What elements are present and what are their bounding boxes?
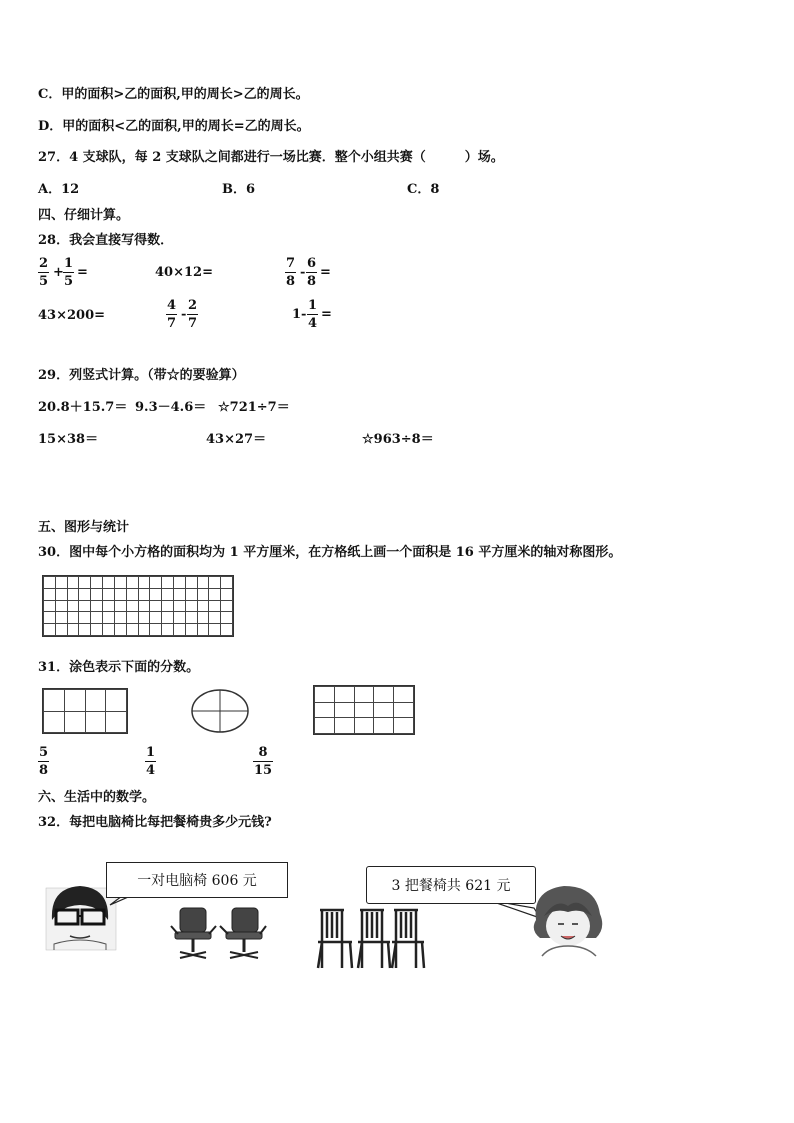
dining-chair-3 xyxy=(392,910,424,968)
grid-cell[interactable] xyxy=(221,600,233,612)
q29-expr-2: 9.3－4.6＝ xyxy=(135,400,207,415)
grid-cell[interactable] xyxy=(185,588,197,600)
grid-cell[interactable] xyxy=(197,612,209,624)
fraction: 4 7 xyxy=(167,298,177,331)
section-5-title: 五、图形与统计 xyxy=(38,520,130,535)
rectangle-8-parts[interactable] xyxy=(42,688,128,734)
q27-option-b: B．6 xyxy=(222,182,256,197)
computer-chair-1 xyxy=(171,908,216,958)
grid-cell[interactable] xyxy=(197,588,209,600)
grid-cell[interactable] xyxy=(126,577,138,589)
grid-cell[interactable] xyxy=(221,624,233,636)
q27-option-c: C．8 xyxy=(407,182,440,197)
grid-cell[interactable] xyxy=(79,624,91,636)
grid-cell[interactable] xyxy=(162,612,174,624)
grid-cell[interactable] xyxy=(44,588,56,600)
q32-text: 32．每把电脑椅比每把餐椅贵多少元钱? xyxy=(38,815,272,830)
grid-cell[interactable] xyxy=(67,624,79,636)
q29-expr-6: ☆963÷8＝ xyxy=(362,432,434,447)
q31-fraction-1: 5 8 xyxy=(39,745,49,778)
q29-expr-4: 15×38＝ xyxy=(38,432,99,447)
grid-cell[interactable] xyxy=(67,577,79,589)
circle-4-parts[interactable] xyxy=(190,688,250,734)
grid-cell[interactable] xyxy=(114,612,126,624)
grid-cell[interactable] xyxy=(197,577,209,589)
grid-cell[interactable] xyxy=(185,577,197,589)
grid-cell[interactable] xyxy=(150,577,162,589)
dining-chair-2 xyxy=(358,910,390,968)
grid-cell[interactable] xyxy=(55,588,67,600)
speech-bubble-right: 3 把餐椅共 621 元 xyxy=(366,866,536,904)
q27-text: 27．4 支球队，每 2 支球队之间都进行一场比赛．整个小组共赛（ ）场。 xyxy=(38,150,504,165)
fraction: 1 4 xyxy=(308,298,318,331)
grid-cell[interactable] xyxy=(221,588,233,600)
grid-cell[interactable] xyxy=(162,577,174,589)
grid-cell[interactable] xyxy=(55,612,67,624)
grid-cell[interactable] xyxy=(91,600,103,612)
grid-cell[interactable] xyxy=(173,588,185,600)
prefix: 1- xyxy=(292,307,307,322)
woman-avatar xyxy=(534,886,603,956)
grid-cell[interactable] xyxy=(79,600,91,612)
grid-cell[interactable] xyxy=(103,624,115,636)
section-6-title: 六、生活中的数学。 xyxy=(38,790,156,805)
grid-cell[interactable] xyxy=(162,588,174,600)
q28-text: 28．我会直接写得数． xyxy=(38,233,174,248)
grid-cell[interactable] xyxy=(114,600,126,612)
operator: + xyxy=(53,265,64,280)
grid-cell[interactable] xyxy=(185,624,197,636)
grid-cell[interactable] xyxy=(138,588,150,600)
grid-cell[interactable] xyxy=(103,577,115,589)
grid-cell[interactable] xyxy=(209,577,221,589)
rectangle-15-parts[interactable] xyxy=(313,685,415,735)
q26-option-d: D．甲的面积<乙的面积,甲的周长=乙的周长。 xyxy=(38,119,310,134)
square-grid-paper[interactable] xyxy=(42,575,234,637)
q29-expr-3: ☆721÷7＝ xyxy=(218,400,290,415)
grid-cell[interactable] xyxy=(197,600,209,612)
grid-cell[interactable] xyxy=(209,588,221,600)
grid-cell[interactable] xyxy=(185,600,197,612)
q26-option-c: C．甲的面积>乙的面积,甲的周长>乙的周长。 xyxy=(38,87,309,102)
operator: - xyxy=(300,265,306,280)
grid-cell[interactable] xyxy=(150,624,162,636)
grid-cell[interactable] xyxy=(173,612,185,624)
grid-cell[interactable] xyxy=(91,612,103,624)
speech-bubble-left: 一对电脑椅 606 元 xyxy=(106,862,288,898)
q27-option-a: A．12 xyxy=(38,182,80,197)
fraction: 6 8 xyxy=(307,256,317,289)
grid-cell[interactable] xyxy=(221,612,233,624)
q31-fraction-2: 1 4 xyxy=(146,745,156,778)
q31-fraction-3: 8 15 xyxy=(254,745,273,778)
grid-cell[interactable] xyxy=(126,600,138,612)
grid-cell[interactable] xyxy=(55,624,67,636)
grid-cell[interactable] xyxy=(209,624,221,636)
grid-cell[interactable] xyxy=(114,624,126,636)
computer-chair-2 xyxy=(220,908,266,958)
grid-cell[interactable] xyxy=(126,624,138,636)
q30-text: 30．图中每个小方格的面积均为 1 平方厘米，在方格纸上画一个面积是 16 平方厘米的轴对称图形。 xyxy=(38,545,622,560)
equals: = xyxy=(77,265,88,280)
grid-cell[interactable] xyxy=(44,577,56,589)
grid-cell[interactable] xyxy=(197,624,209,636)
q28-expr-2: 40×12= xyxy=(155,265,213,280)
q29-expr-1: 20.8＋15.7＝ xyxy=(38,400,128,415)
grid-cell[interactable] xyxy=(44,624,56,636)
grid-cell[interactable] xyxy=(55,577,67,589)
grid-cell[interactable] xyxy=(44,612,56,624)
grid-cell[interactable] xyxy=(67,612,79,624)
grid-cell[interactable] xyxy=(114,588,126,600)
grid-cell[interactable] xyxy=(150,612,162,624)
grid-cell[interactable] xyxy=(103,612,115,624)
dining-chair-1 xyxy=(318,910,352,968)
grid-cell[interactable] xyxy=(173,600,185,612)
grid-cell[interactable] xyxy=(79,577,91,589)
q28-expr-4: 43×200= xyxy=(38,308,106,323)
grid-cell[interactable] xyxy=(79,612,91,624)
grid-cell[interactable] xyxy=(185,612,197,624)
grid-cell[interactable] xyxy=(126,588,138,600)
operator: - xyxy=(181,307,187,322)
grid-cell[interactable] xyxy=(91,588,103,600)
grid-cell[interactable] xyxy=(55,600,67,612)
grid-cell[interactable] xyxy=(91,577,103,589)
grid-cell[interactable] xyxy=(209,600,221,612)
q29-expr-5: 43×27＝ xyxy=(206,432,267,447)
grid-cell[interactable] xyxy=(138,600,150,612)
grid-cell[interactable] xyxy=(138,624,150,636)
grid-cell[interactable] xyxy=(126,612,138,624)
grid-cell[interactable] xyxy=(150,600,162,612)
grid-cell[interactable] xyxy=(44,600,56,612)
fraction: 2 5 xyxy=(39,256,49,289)
fraction: 7 8 xyxy=(286,256,296,289)
grid-cell[interactable] xyxy=(67,588,79,600)
grid-cell[interactable] xyxy=(173,577,185,589)
grid-cell[interactable] xyxy=(103,600,115,612)
grid-cell[interactable] xyxy=(173,624,185,636)
q31-text: 31．涂色表示下面的分数。 xyxy=(38,660,200,675)
grid-cell[interactable] xyxy=(209,612,221,624)
fraction: 1 5 xyxy=(64,256,74,289)
grid-cell[interactable] xyxy=(138,577,150,589)
grid-cell[interactable] xyxy=(91,624,103,636)
q29-text: 29．列竖式计算。（带☆的要验算） xyxy=(38,368,245,383)
grid-cell[interactable] xyxy=(114,577,126,589)
grid-cell[interactable] xyxy=(79,588,91,600)
fraction: 2 7 xyxy=(188,298,198,331)
section-4-title: 四、仔细计算。 xyxy=(38,208,130,223)
equals: = xyxy=(320,265,331,280)
equals: = xyxy=(321,307,332,322)
grid-cell[interactable] xyxy=(162,600,174,612)
grid-cell[interactable] xyxy=(67,600,79,612)
grid-cell[interactable] xyxy=(138,612,150,624)
grid-cell[interactable] xyxy=(103,588,115,600)
grid-cell[interactable] xyxy=(150,588,162,600)
grid-cell[interactable] xyxy=(221,577,233,589)
grid-cell[interactable] xyxy=(162,624,174,636)
